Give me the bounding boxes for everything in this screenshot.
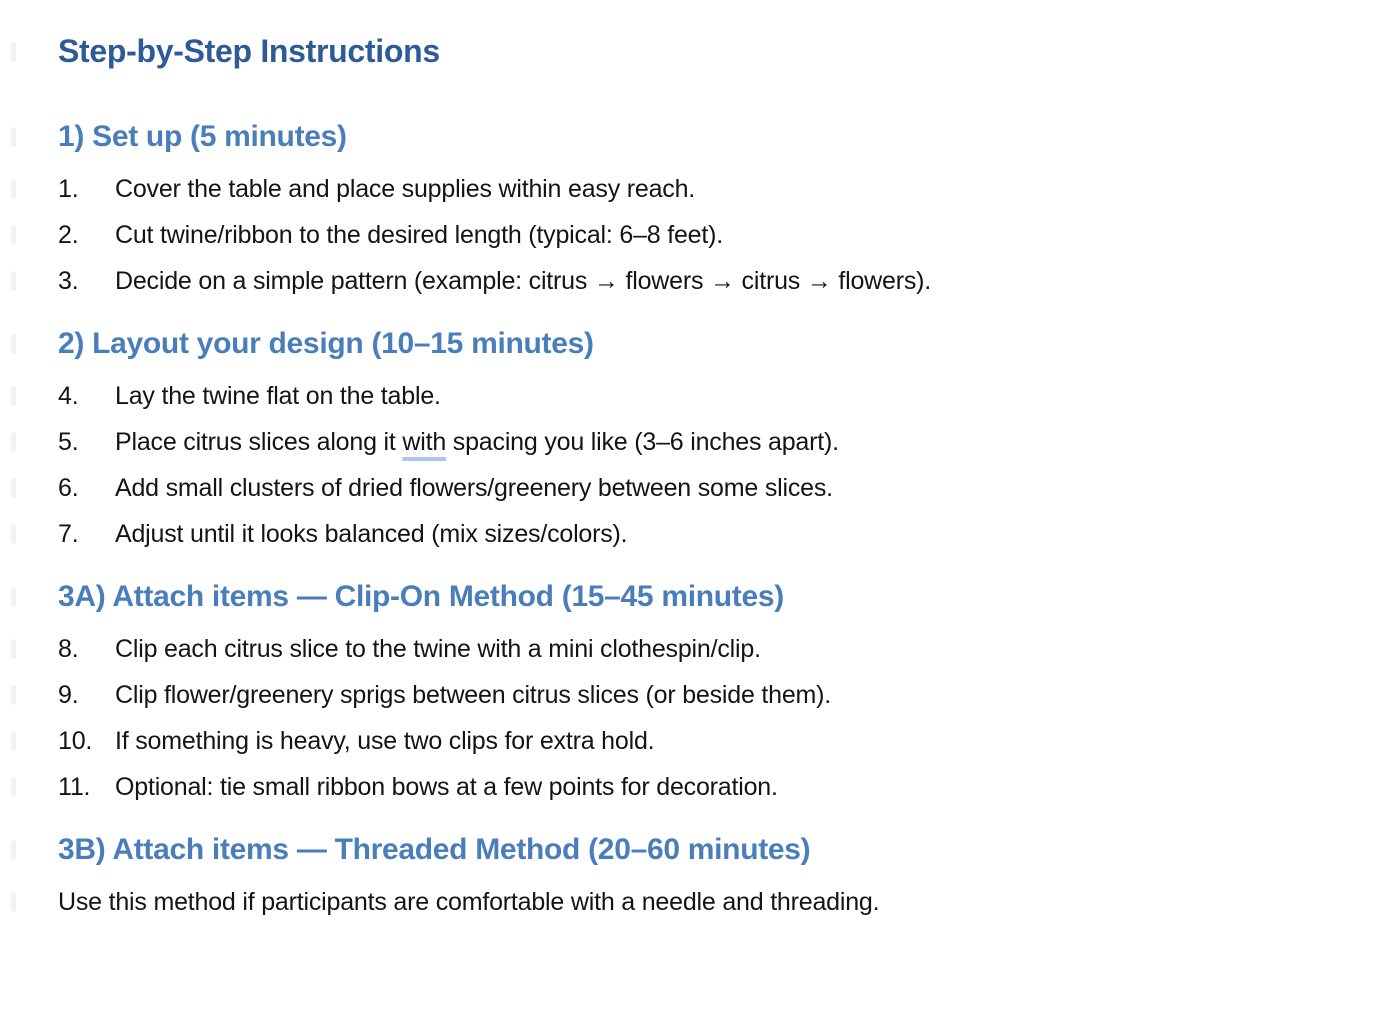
list-item	[58, 772, 1360, 802]
list-item-number: 4.	[58, 382, 79, 410]
change-bar	[11, 42, 16, 61]
list-item-number: 7.	[58, 520, 79, 548]
list-item-number: 9.	[58, 681, 79, 709]
list-item	[58, 519, 1360, 549]
change-bar	[11, 272, 16, 291]
list-item-number: 6.	[58, 474, 79, 502]
document-title: Step-by-Step Instructions	[58, 33, 440, 69]
list-item-text: If something is heavy, use two clips for extra hold.	[115, 727, 655, 755]
section-heading-row	[58, 327, 1360, 361]
change-bar	[11, 588, 16, 607]
list-item	[58, 381, 1360, 411]
section-heading: 3B) Attach items — Threaded Method (20–60 minutes)	[58, 833, 811, 866]
section-layout-design	[58, 327, 1360, 549]
list-item-text: Clip flower/greenery sprigs between citrus slices (or beside them).	[115, 681, 832, 709]
list-item-text: Lay the twine flat on the table.	[115, 382, 441, 410]
list-item-text-segment: spacing you like (3–6 inches apart).	[446, 428, 839, 456]
change-bar	[11, 226, 16, 245]
change-bar	[11, 732, 16, 751]
change-bar	[11, 479, 16, 498]
list-item-number: 8.	[58, 635, 79, 663]
change-bar	[11, 433, 16, 452]
document-title-row	[58, 33, 1360, 70]
section-attach-clip-on	[58, 580, 1360, 802]
section-heading-row	[58, 833, 1360, 867]
list-item-number: 3.	[58, 267, 79, 295]
change-bar	[11, 128, 16, 147]
section-attach-threaded	[58, 833, 1360, 917]
list-item-text: Add small clusters of dried flowers/greenery between some slices.	[115, 474, 833, 502]
closing-paragraph: Use this method if participants are comfortable with a needle and threading.	[58, 888, 880, 916]
change-bar	[11, 640, 16, 659]
list-item-text: Adjust until it looks balanced (mix sizes/colors).	[115, 520, 628, 548]
list-item-text: Optional: tie small ribbon bows at a few points for decoration.	[115, 773, 778, 801]
list-item	[58, 174, 1360, 204]
list-item-number: 5.	[58, 428, 79, 456]
list-item-text: Cover the table and place supplies within easy reach.	[115, 175, 696, 203]
section-heading-row	[58, 120, 1360, 154]
list-item-text: Cut twine/ribbon to the desired length (typical: 6–8 feet).	[115, 221, 723, 249]
list-item	[58, 634, 1360, 664]
section-setup	[58, 120, 1360, 296]
list-item-text: Decide on a simple pattern (example: citrus → flowers → citrus → flowers).	[115, 267, 932, 295]
list-item-text-segment: Place citrus slices along it	[115, 428, 403, 456]
change-bar	[11, 841, 16, 860]
section-heading-row	[58, 580, 1360, 614]
grammar-suggestion-word[interactable]: with	[402, 428, 447, 456]
list-item-number: 10.	[58, 727, 93, 755]
change-bar	[11, 778, 16, 797]
change-bar	[11, 525, 16, 544]
list-item	[58, 726, 1360, 756]
change-bar	[11, 180, 16, 199]
closing-paragraph-row	[58, 887, 1360, 917]
list-item	[58, 220, 1360, 250]
list-item	[58, 266, 1360, 296]
change-bar	[11, 387, 16, 406]
section-heading: 3A) Attach items — Clip-On Method (15–45 minutes)	[58, 580, 784, 613]
list-item	[58, 473, 1360, 503]
list-item-number: 1.	[58, 175, 79, 203]
list-item-text	[115, 427, 1360, 457]
change-bar	[11, 686, 16, 705]
section-heading: 1) Set up (5 minutes)	[58, 120, 347, 153]
list-item-number: 11.	[58, 773, 91, 801]
list-item-text: Clip each citrus slice to the twine with a mini clothespin/clip.	[115, 635, 761, 663]
list-item-number: 2.	[58, 221, 79, 249]
change-bar	[11, 335, 16, 354]
change-bar	[11, 893, 16, 912]
list-item	[58, 680, 1360, 710]
section-heading: 2) Layout your design (10–15 minutes)	[58, 327, 594, 360]
list-item	[58, 427, 1360, 457]
